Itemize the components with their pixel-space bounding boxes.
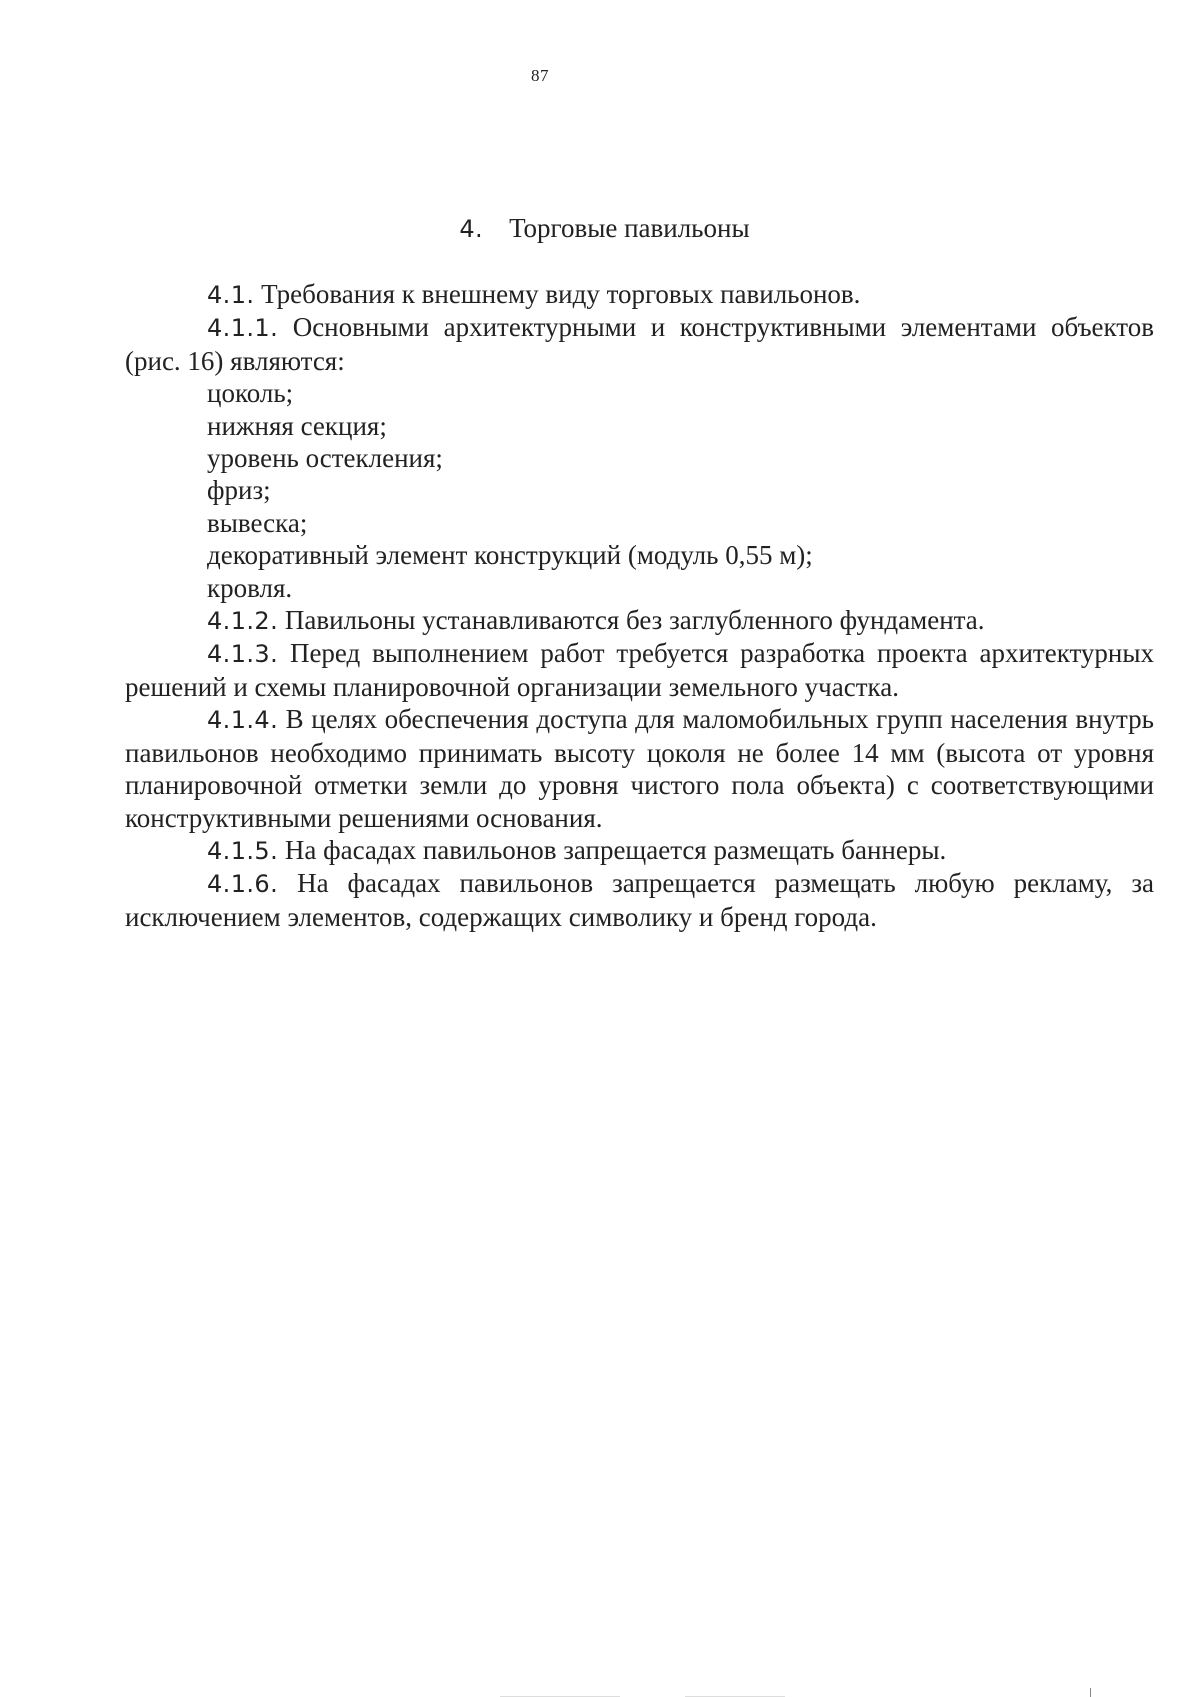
list-item: декоративный элемент конструкций (модуль 0,55 м); (207, 540, 813, 571)
list-item: вывеска; (207, 507, 308, 538)
paragraph-4-1-1 (125, 311, 1154, 377)
section-title: Торговые павильоны (509, 213, 750, 243)
paragraph-number: 4.1.6. (207, 870, 279, 899)
list-item: фриз; (207, 475, 271, 506)
paragraph-4-1-3 (125, 637, 1154, 703)
paragraph-text: На фасадах павильонов запрещается размещать любую рекламу, за исключением элементов, содержащих символику и бренд города. (125, 868, 1154, 932)
list-item: цоколь; (207, 378, 294, 409)
section-number: 4. (459, 215, 484, 243)
paragraph-number: 4.1.1. (207, 314, 279, 343)
list-item: нижняя секция; (207, 410, 387, 441)
list-item: кровля. (207, 572, 293, 603)
paragraph-4-1-4 (125, 703, 1154, 834)
scan-tick-mark (1090, 1688, 1091, 1697)
paragraph-text: Павильоны устанавливаются без заглубленного фундамента. (278, 605, 985, 636)
paragraph-text: Перед выполнением работ требуется разработка проекта архитектурных решений и схемы планировочной организации земельного участка. (125, 638, 1154, 702)
paragraph-4-1-6 (125, 867, 1154, 933)
list-item: уровень остекления; (207, 443, 443, 474)
paragraph-number: 4.1. (207, 281, 255, 309)
paragraph-4-1-2 (125, 604, 1154, 637)
paragraph-number: 4.1.3. (207, 640, 279, 669)
document-body (125, 278, 1154, 933)
elements-list (125, 377, 1154, 604)
paragraph-number: 4.1.4. (207, 706, 279, 735)
paragraph-number: 4.1.2. (207, 607, 279, 636)
paragraph-text: Основными архитектурными и конструктивными элементами объектов (рис. 16) являются: (125, 312, 1154, 376)
page-number: 87 (531, 66, 549, 85)
paragraph-4-1 (125, 278, 1154, 311)
section-heading (0, 211, 1200, 246)
paragraph-4-1-5 (125, 834, 1154, 867)
paragraph-number: 4.1.5. (207, 836, 279, 865)
scan-edge-marks (0, 1688, 1200, 1697)
paragraph-text: Требования к внешнему виду торговых павильонов. (254, 279, 861, 309)
paragraph-text: На фасадах павильонов запрещается размещать баннеры. (278, 834, 947, 865)
paragraph-text: В целях обеспечения доступа для маломобильных групп населения внутрь павильонов необходимо принимать высоту цоколя не более 14 мм (высота от уровня планировочной отметки земли до уровня чистого пола объекта) с соответствующими конструктивными решениями основания. (125, 704, 1154, 833)
